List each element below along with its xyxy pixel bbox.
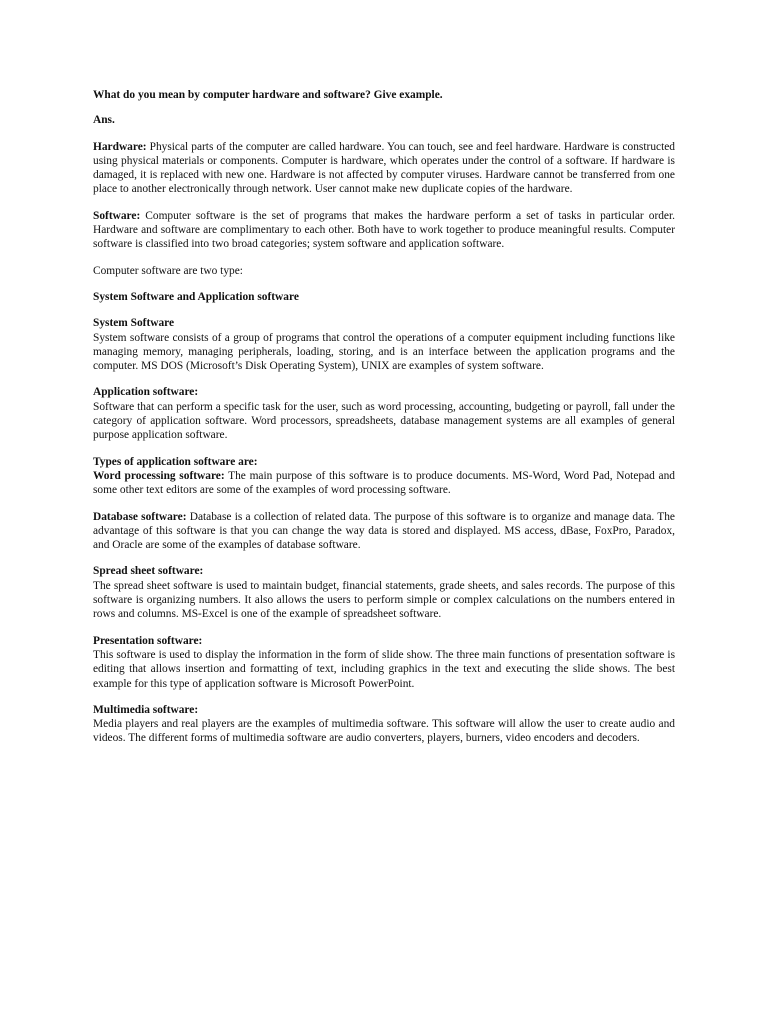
software-text: Computer software is the set of programs that makes the hardware perform a set of tasks in particular order. Hardware and software are complimentary to each other. Both have to work together to produce meaningful results. Computer software is classified into two broad categories; system software and application software. [93,209,675,251]
software-label: Software: [93,209,141,222]
sys-app-heading-text: System Software and Application software [93,290,299,303]
hardware-text: Physical parts of the computer are called hardware. You can touch, see and feel hardware. Hardware is constructed using physical materials or components. Computer is hardware, which operates under the control of a software. If hardware is damaged, it is replaced with new one. Hardware is not affected by computer viruses. Hardware cannot be transferred from one place to another electronically through network. User cannot make new duplicate copies of the hardware. [93,140,675,196]
sys-app-heading [93,290,675,304]
word-processing-label: Word processing software: [93,469,225,482]
presentation-text: This software is used to display the information in the form of slide show. The three main functions of presentation software is editing that allows insertion and formatting of text, including graphics in the text and executing the slide shows. The best example for this type of application software is Microsoft PowerPoint. [93,648,675,690]
multimedia-section [93,703,675,746]
types-heading: Types of application software are: [93,455,258,468]
word-processing-text: The main purpose of this software is to produce documents. MS-Word, Word Pad, Notepad and some other text editors are some of the examples of word processing software. [93,469,675,497]
hardware-paragraph [93,140,675,197]
application-software-text: Software that can perform a specific task for the user, such as word processing, accounting, budgeting or payroll, fall under the category of application software. Word processors, spreadsheets, database management systems are all examples of general purpose application software. [93,400,675,442]
spreadsheet-text: The spread sheet software is used to maintain budget, financial statements, grade sheets, and sales records. The purpose of this software is organizing numbers. It also allows the users to perform simple or complex calculations on the numbers entered in rows and columns. MS-Excel is one of the example of spreadsheet software. [93,579,675,621]
system-software-section [93,316,675,373]
spreadsheet-heading: Spread sheet software: [93,565,204,578]
two-type-line: Computer software are two type: [93,264,243,277]
question-heading: What do you mean by computer hardware and software? Give example. [93,89,443,101]
presentation-heading: Presentation software: [93,634,203,647]
application-software-section [93,385,675,442]
database-label: Database software: [93,510,187,523]
system-software-text: System software consists of a group of programs that control the operations of a computer equipment including functions like managing memory, managing peripherals, loading, storing, and is an interface between the application programs and the computer. MS DOS (Microsoft’s Disk Operating System), UNIX are examples of system software. [93,331,675,373]
multimedia-text: Media players and real players are the examples of multimedia software. This software will allow the user to create audio and videos. The different forms of multimedia software are audio converters, players, burners, video encoders and decoders. [93,718,675,745]
hardware-label: Hardware: [93,140,147,153]
software-paragraph [93,209,675,252]
presentation-section [93,634,675,691]
answer-label: Ans. [93,114,115,127]
document-body [93,88,675,746]
multimedia-heading: Multimedia software: [93,703,199,716]
application-software-heading: Application software: [93,386,199,399]
database-text: Database is a collection of related data. The purpose of this software is to organize and manage data. The advantage of this software is that you can change the way data is stored and displayed. MS access, dBase, FoxPro, Paradox, and Oracle are some of the examples of database software. [93,510,675,552]
system-software-heading: System Software [93,317,175,330]
types-section [93,455,675,498]
database-paragraph [93,510,675,553]
spreadsheet-section [93,564,675,621]
